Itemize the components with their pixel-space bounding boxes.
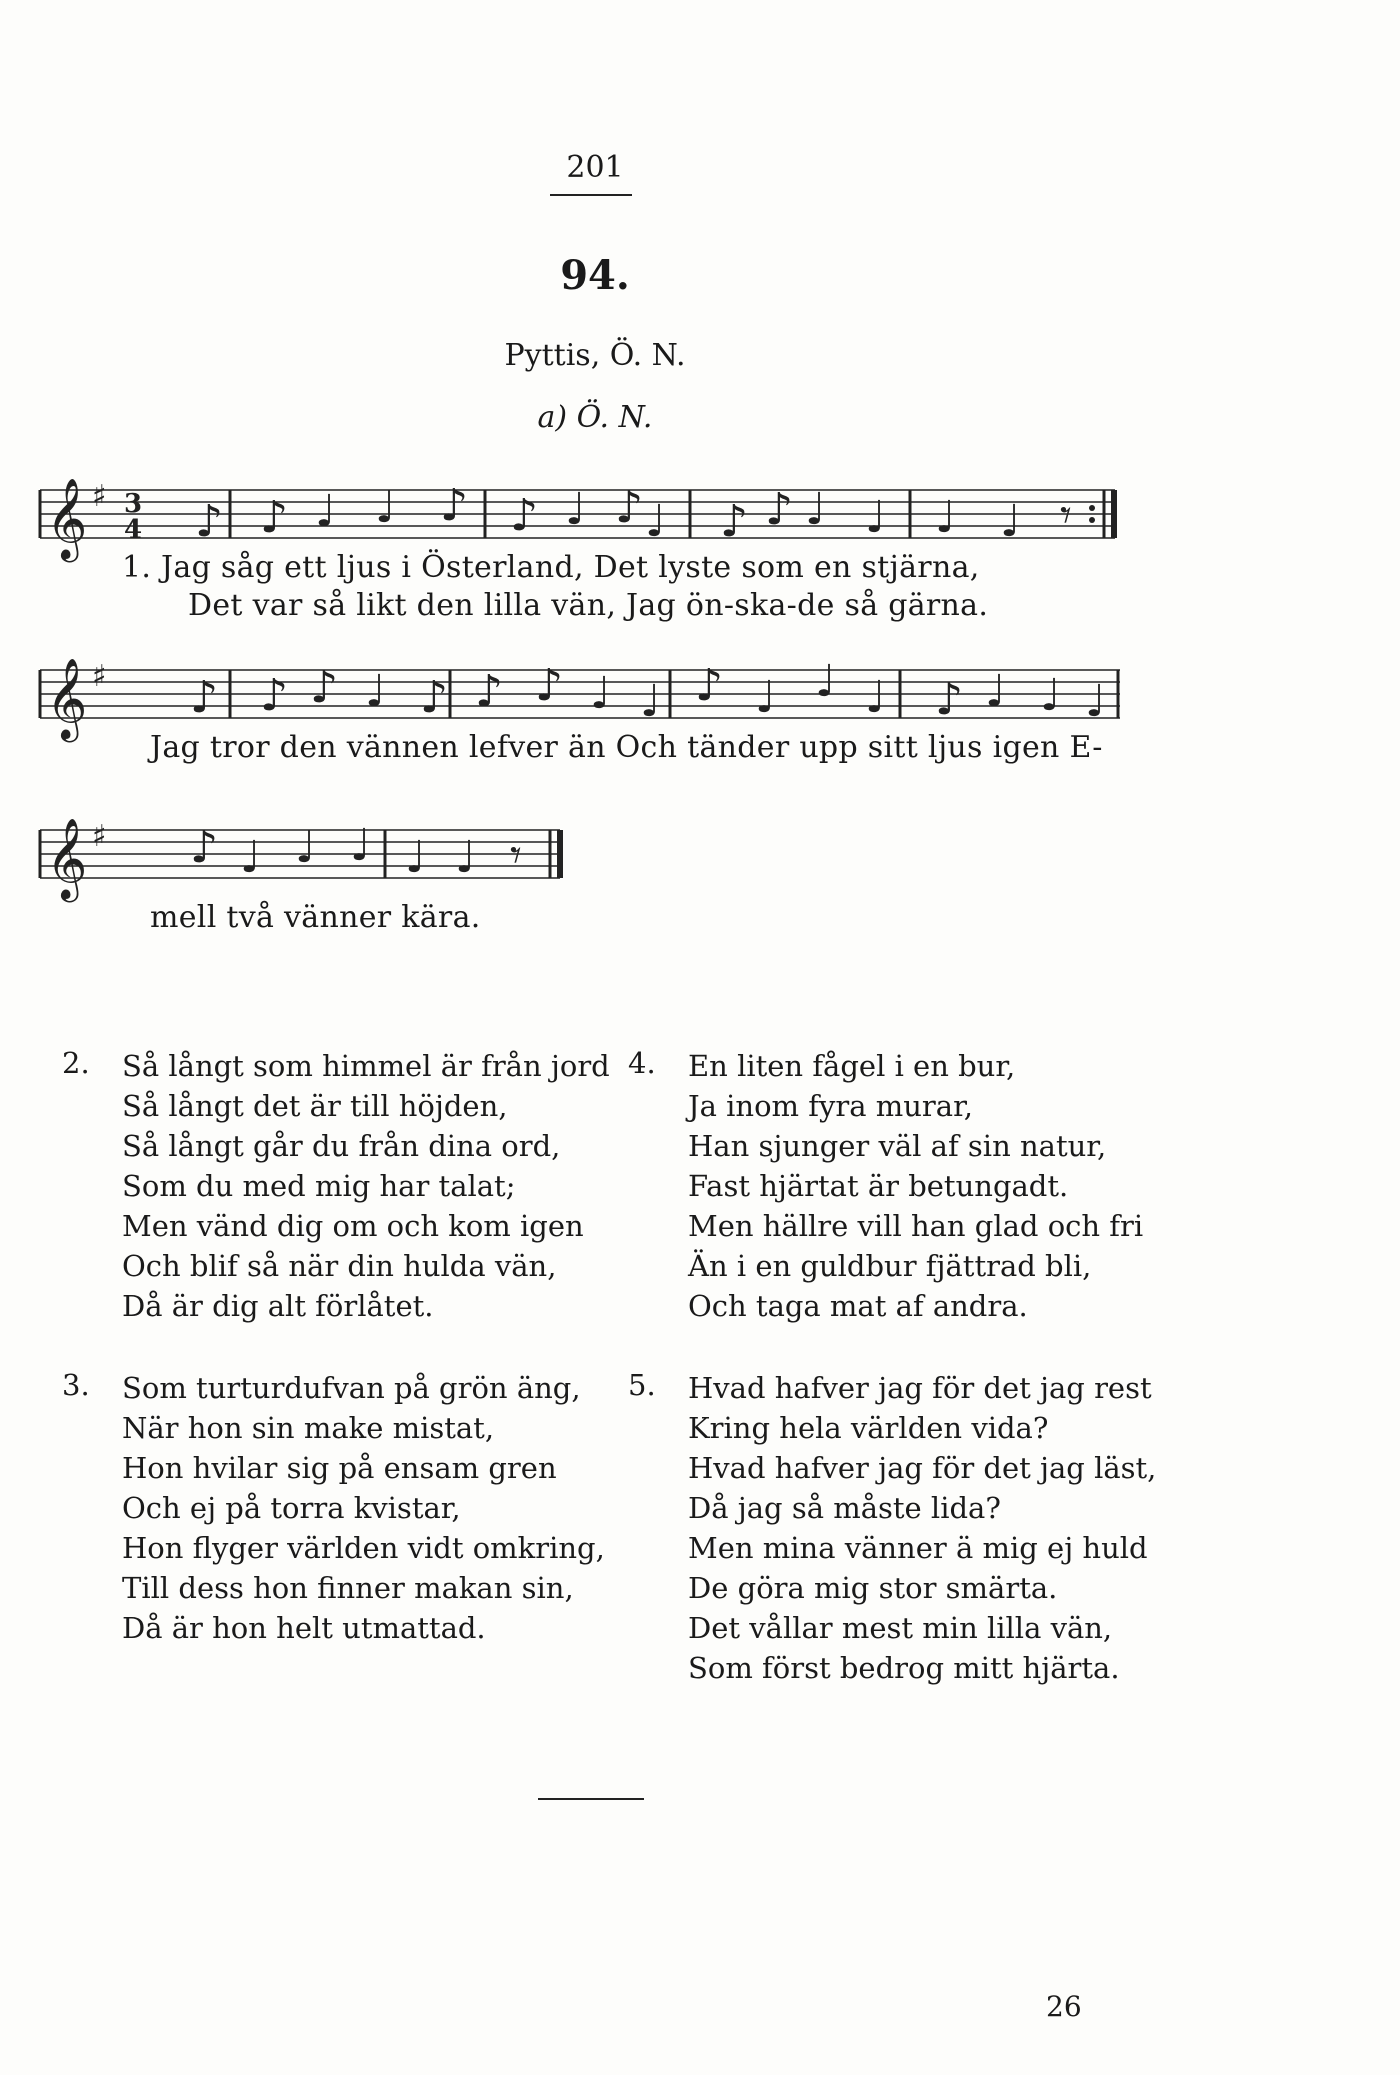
verse-4 bbox=[688, 1046, 1143, 1326]
verse-line: En liten fågel i en bur, bbox=[688, 1049, 1016, 1083]
verse-line: Ja inom fyra murar, bbox=[688, 1089, 973, 1123]
note: ♩ bbox=[350, 820, 371, 871]
note: ♪ bbox=[475, 666, 504, 717]
lyric-line-2: Jag tror den vännen lefver än Och tänder upp sitt ljus igen E- bbox=[150, 730, 1103, 765]
time-signature-bottom: 4 bbox=[124, 515, 143, 545]
verse-line: Han sjunger väl af sin natur, bbox=[688, 1129, 1107, 1163]
lyric-line-1b: Det var så likt den lilla vän, Jag ön-ska-de så gärna. bbox=[188, 588, 989, 623]
end-rule bbox=[538, 1798, 644, 1800]
note: ♪ bbox=[695, 660, 724, 711]
verse-5 bbox=[688, 1368, 1156, 1688]
note: ♪ bbox=[440, 480, 469, 531]
verse-line: Som först bedrog mitt hjärta. bbox=[688, 1651, 1120, 1685]
rest: 𝄾 bbox=[510, 830, 522, 881]
treble-clef-icon: 𝄞 bbox=[46, 657, 88, 739]
verse-line: Fast hjärtat är betungadt. bbox=[688, 1169, 1069, 1203]
note: ♪ bbox=[420, 672, 449, 723]
note: ♪ bbox=[615, 482, 644, 533]
rest: 𝄾 bbox=[1060, 490, 1072, 541]
note: ♩ bbox=[865, 492, 886, 543]
song-source: Pyttis, Ö. N. bbox=[504, 338, 686, 373]
note: ♩ bbox=[1085, 676, 1106, 727]
note: ♪ bbox=[535, 660, 564, 711]
verse-number: 4. bbox=[628, 1046, 656, 1080]
treble-clef-icon: 𝄞 bbox=[46, 817, 88, 899]
page-number-rule bbox=[550, 194, 632, 196]
note: ♩ bbox=[815, 656, 836, 707]
note: ♩ bbox=[1040, 670, 1061, 721]
time-signature-top: 3 bbox=[124, 489, 143, 519]
verse-line: Så långt som himmel är från jord bbox=[122, 1049, 610, 1083]
sharp-icon: ♯ bbox=[92, 659, 107, 694]
signature-mark: 26 bbox=[1046, 1990, 1082, 2023]
verse-line: Men mina vänner ä mig ej huld bbox=[688, 1531, 1148, 1565]
verse-line: Då är dig alt förlåtet. bbox=[122, 1289, 434, 1323]
note: ♩ bbox=[935, 492, 956, 543]
note: ♪ bbox=[310, 662, 339, 713]
verse-line: Men vänd dig om och kom igen bbox=[122, 1209, 584, 1243]
note: ♩ bbox=[590, 668, 611, 719]
note: ♩ bbox=[405, 832, 426, 883]
note: ♪ bbox=[260, 670, 289, 721]
verse-line: Hvad hafver jag för det jag rest bbox=[688, 1371, 1152, 1405]
note: ♩ bbox=[365, 666, 386, 717]
melody-variant: a) Ö. N. bbox=[537, 400, 653, 435]
verse-number: 3. bbox=[62, 1368, 90, 1402]
note: ♪ bbox=[260, 492, 289, 543]
lyric-line-3: mell två vänner kära. bbox=[150, 900, 481, 935]
verse-number: 2. bbox=[62, 1046, 90, 1080]
note: ♩ bbox=[315, 486, 336, 537]
verse-line: Det vållar mest min lilla vän, bbox=[688, 1611, 1113, 1645]
note: ♩ bbox=[640, 676, 661, 727]
verse-line: Då jag så måste lida? bbox=[688, 1491, 1001, 1525]
verse-number: 5. bbox=[628, 1368, 656, 1402]
verse-line: Hon hvilar sig på ensam gren bbox=[122, 1451, 557, 1485]
page-number: 201 bbox=[566, 150, 624, 185]
note: ♪ bbox=[510, 490, 539, 541]
verse-line: Då är hon helt utmattad. bbox=[122, 1611, 486, 1645]
verse-line: De göra mig stor smärta. bbox=[688, 1571, 1058, 1605]
note: ♪ bbox=[190, 822, 219, 873]
song-number: 94. bbox=[560, 252, 630, 299]
verse-line: Men hällre vill han glad och fri bbox=[688, 1209, 1144, 1243]
sharp-icon: ♯ bbox=[92, 819, 107, 854]
lyric-line-1a: 1. Jag såg ett ljus i Österland, Det lyste som en stjärna, bbox=[122, 550, 980, 585]
note: ♩ bbox=[1000, 496, 1021, 547]
note: ♩ bbox=[865, 672, 886, 723]
note: ♪ bbox=[935, 674, 964, 725]
note: ♩ bbox=[645, 496, 666, 547]
note: ♪ bbox=[765, 484, 794, 535]
note: ♩ bbox=[985, 666, 1006, 717]
music-staff-system-3 bbox=[30, 810, 580, 910]
note: ♩ bbox=[455, 832, 476, 883]
verse-line: Kring hela världen vida? bbox=[688, 1411, 1049, 1445]
verse-line: Och taga mat af andra. bbox=[688, 1289, 1028, 1323]
note: ♩ bbox=[240, 832, 261, 883]
verse-line: Och blif så när din hulda vän, bbox=[122, 1249, 557, 1283]
note: ♩ bbox=[565, 484, 586, 535]
note: ♩ bbox=[295, 822, 316, 873]
verse-3 bbox=[122, 1368, 605, 1648]
treble-clef-icon: 𝄞 bbox=[46, 477, 88, 559]
note: ♩ bbox=[805, 484, 826, 535]
verse-line: Som du med mig har talat; bbox=[122, 1169, 516, 1203]
verse-line: Så långt går du från dina ord, bbox=[122, 1129, 561, 1163]
note: ♩ bbox=[375, 482, 396, 533]
verse-line: Hon flyger världen vidt omkring, bbox=[122, 1531, 605, 1565]
sharp-icon: ♯ bbox=[92, 479, 107, 514]
note: ♩ bbox=[755, 672, 776, 723]
verse-line: Som turturdufvan på grön äng, bbox=[122, 1371, 581, 1405]
note: ♪ bbox=[190, 672, 219, 723]
verse-line: När hon sin make mistat, bbox=[122, 1411, 495, 1445]
note: ♪ bbox=[720, 496, 749, 547]
verse-line: Hvad hafver jag för det jag läst, bbox=[688, 1451, 1157, 1485]
verse-line: Till dess hon finner makan sin, bbox=[122, 1571, 574, 1605]
verse-line: Än i en guldbur fjättrad bli, bbox=[688, 1249, 1092, 1283]
note: ♪ bbox=[195, 496, 224, 547]
verse-line: Och ej på torra kvistar, bbox=[122, 1491, 461, 1525]
verse-2 bbox=[122, 1046, 610, 1326]
verse-line: Så långt det är till höjden, bbox=[122, 1089, 508, 1123]
